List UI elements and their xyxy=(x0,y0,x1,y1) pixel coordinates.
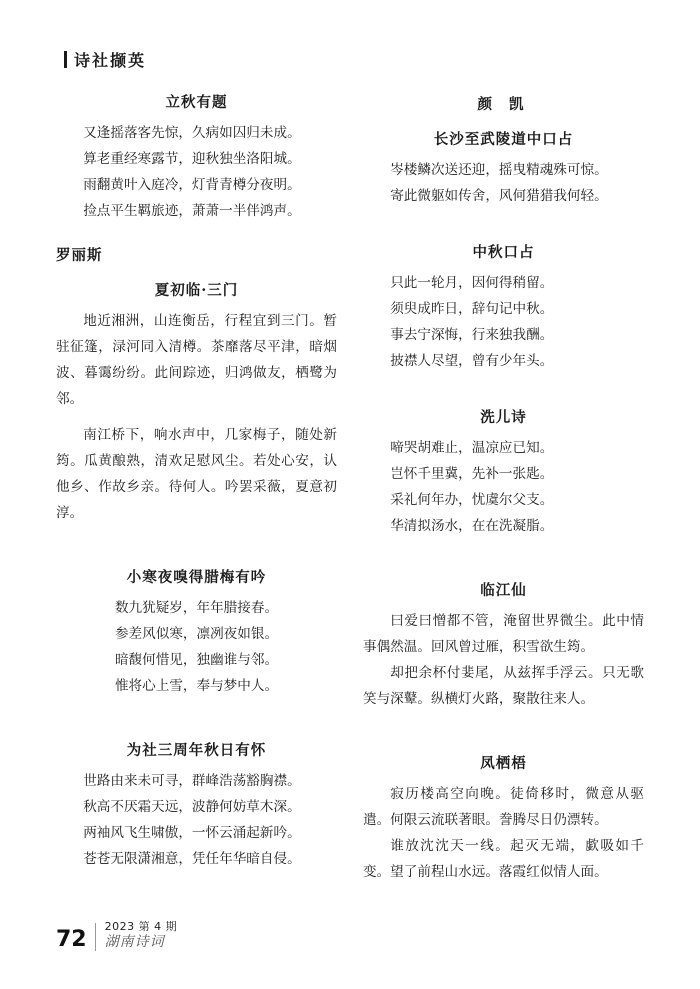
spacer xyxy=(56,526,337,552)
poem-stanza: 谁放沈沈天一线。起灭无端，歔吸如千变。望了前程山水远。落霞红似情人面。 xyxy=(363,838,644,880)
poem-stanza: 曰爱曰憎都不管，淹留世界微尘。此中情事偶然温。回风曾过雁，积雪欲生筠。 xyxy=(363,613,644,655)
section-header xyxy=(64,48,644,71)
spacer xyxy=(363,712,644,738)
article-columns xyxy=(56,91,644,885)
poem-body xyxy=(363,608,644,712)
poem-line: 算老重经寒露节，迎秋独坐洛阳城。 xyxy=(83,151,301,167)
spacer xyxy=(56,412,337,422)
poem-title: 长沙至武陵道中口占 xyxy=(433,131,574,148)
poem-line: 啼哭胡难止，温凉应已知。 xyxy=(390,440,554,456)
poem-line: 只此一轮月，因何得稍留。 xyxy=(390,275,554,291)
poem-title: 小寒夜嗅得腊梅有吟 xyxy=(126,569,267,586)
poem-body xyxy=(363,270,644,374)
spacer xyxy=(363,539,644,565)
poem-line: 雨翻黄叶入庭冷，灯背青樽分夜明。 xyxy=(83,177,301,193)
author-name: 颜 凯 xyxy=(477,96,530,113)
poem-line: 暗馥何惜见，独幽谁与邻。 xyxy=(114,652,279,668)
poem-line: 事去宁深悔，行来独我酬。 xyxy=(390,327,554,343)
spacer xyxy=(56,224,337,242)
section-rule-icon xyxy=(64,51,67,68)
right-column xyxy=(363,91,644,885)
poem-line: 岑楼鳞次送还迎，摇曳精魂殊可惊。 xyxy=(390,162,608,178)
poem-line: 须臾成昨日，辞句记中秋。 xyxy=(390,301,554,317)
footer-meta xyxy=(105,920,177,951)
journal-title: 湖南诗词 xyxy=(104,933,165,950)
poem-line: 两袖风飞生啸傲，一怀云涌起新吟。 xyxy=(83,825,301,841)
author-name: 罗丽斯 xyxy=(56,247,103,264)
footer-divider xyxy=(95,923,96,951)
spacer xyxy=(363,209,644,227)
poem-line: 秋高不厌霜天远，波静何妨草木深。 xyxy=(83,799,301,815)
poem-title: 夏初临·三门 xyxy=(154,282,239,299)
poem-line: 参差风似寒，凛冽夜如银。 xyxy=(114,626,279,642)
poem-title: 临江仙 xyxy=(480,582,527,599)
poem-line: 披襟人尽望，曾有少年头。 xyxy=(390,353,554,369)
poem-stanza: 却把余杯付婓尾，从兹挥手浮云。只无歌笑与深鼙。纵横灯火路，聚散往来人。 xyxy=(363,665,644,707)
poem-body xyxy=(56,595,337,699)
poem-body xyxy=(363,781,644,885)
poem-title: 中秋口占 xyxy=(472,244,535,261)
poem-body xyxy=(56,768,337,872)
poem-stanza: 寂历楼高空向晚。徒倚移时，微意从驱遣。何限云流联著眼。誊腾尽日仍漂转。 xyxy=(363,786,644,828)
poem-line: 惟将心上雪，奉与梦中人。 xyxy=(114,678,279,694)
poem-title: 凤栖梧 xyxy=(480,755,527,772)
spacer xyxy=(56,699,337,725)
poem-stanza: 地近湘洲，山连衡岳，行程宜到三门。暂驻征篷，渌河同入清樽。茶靡落尽平津，暗烟波、暮霭纷纷。此间踪迹，归鸿做友，栖鹭为邻。 xyxy=(56,313,337,407)
page-number: 72 xyxy=(56,927,87,952)
poem-title: 洗儿诗 xyxy=(480,409,527,426)
poem-line: 采礼何年办，忧虞尔父支。 xyxy=(390,492,554,508)
poem-line: 捡点平生羁旅迹，萧萧一半伴鸿声。 xyxy=(83,203,301,219)
poem-line: 苍苍无限潇湘意，凭任年华暗自侵。 xyxy=(83,851,301,867)
page-footer xyxy=(56,920,177,951)
poem-body xyxy=(56,120,337,224)
poem-title: 立秋有题 xyxy=(165,94,228,111)
poem-line: 又逢摇落客先惊，久病如囚归未成。 xyxy=(83,125,301,141)
poem-body xyxy=(56,308,337,526)
left-column xyxy=(56,91,337,872)
poem-stanza: 南江桥下，响水声中，几家梅子，随处新筠。瓜黄酿熟，清欢足慰风尘。若处心安，认他乡、作故乡亲。待何人。吟罢采薇，夏意初淳。 xyxy=(56,427,337,521)
poem-body xyxy=(363,435,644,539)
poem-line: 世路由来未可寻，群峰浩荡豁胸襟。 xyxy=(83,773,301,789)
poem-body xyxy=(363,157,644,209)
issue-label: 2023 第 4 期 xyxy=(104,919,178,933)
spacer xyxy=(363,374,644,392)
poem-line: 数九犹疑岁，年年腊接春。 xyxy=(114,600,279,616)
poem-line: 岂怀千里冀，先补一张匙。 xyxy=(390,466,554,482)
poem-line: 寄此微躯如传舍，风何猎猎我何轻。 xyxy=(390,188,608,204)
section-title: 诗社撷英 xyxy=(74,51,147,70)
poem-title: 为社三周年秋日有怀 xyxy=(126,742,267,759)
poem-line: 华清拟汤水，在在洗凝脂。 xyxy=(390,518,554,534)
